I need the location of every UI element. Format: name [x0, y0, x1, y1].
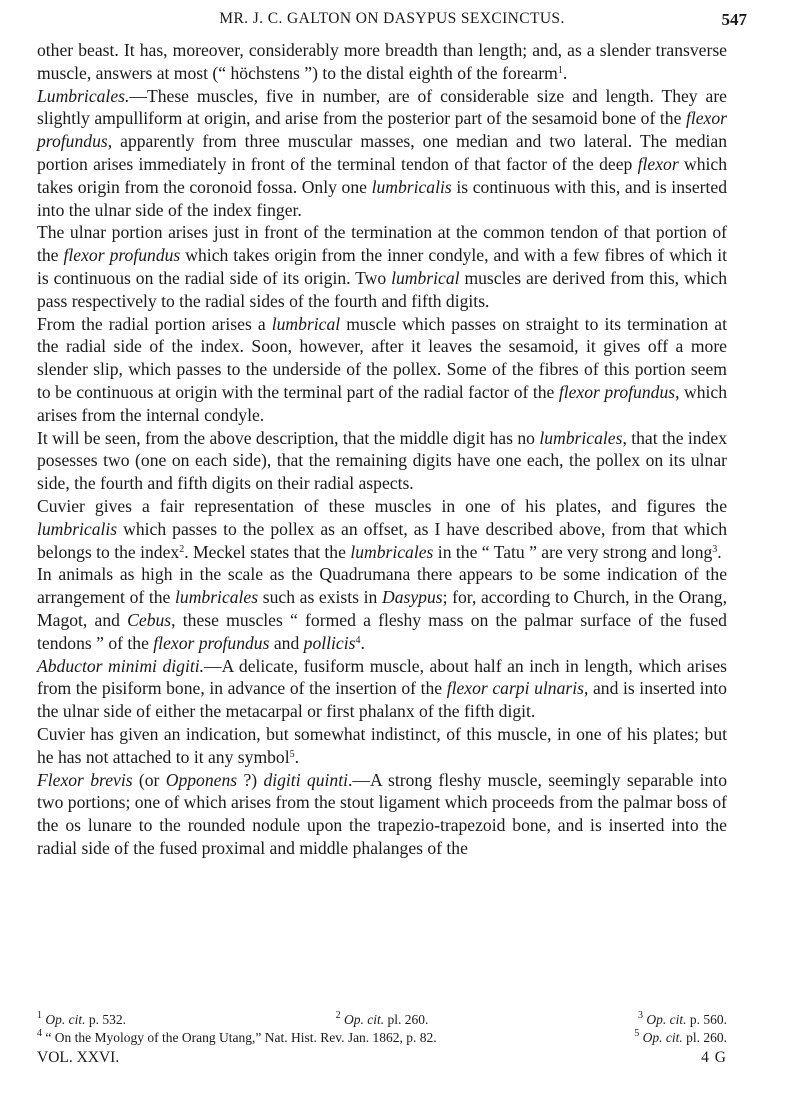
text-run: p. 532.	[85, 1012, 126, 1027]
text-run: muscles are derived from this, which pass respectively to the radial sides of the fourth and fifth digits.	[37, 267, 727, 311]
italic-term: lumbrical	[391, 267, 460, 288]
italic-term: flexor profundus	[153, 632, 270, 653]
italic-term: Abductor minimi digiti.	[37, 655, 205, 676]
italic-term: Op. cit.	[646, 1012, 687, 1027]
text-run: is continuous with this, and is inserted into the ulnar side of the index finger.	[37, 176, 727, 220]
text-run: (or	[132, 769, 166, 790]
text-run: —A delicate, fusiform muscle, about half an inch in length, which arises from the pisiform bone, in advance of the insertion of the	[37, 655, 727, 699]
paragraph	[37, 313, 727, 427]
text-run: .	[562, 62, 568, 83]
italic-term: lumbrical	[271, 313, 341, 334]
text-run: in the “ Tatu ” are very strong and long	[433, 541, 713, 562]
footnote-marker: 3	[712, 543, 718, 555]
italic-term: flexor profundus	[37, 108, 727, 152]
text-run: —These muscles, five in number, are of considerable size and length. They are slightly ampulliform at origin, and arise from the posterior part of the sesamoid bone of the	[37, 85, 727, 129]
text-run: which takes origin from the coronoid fossa. Only one	[37, 153, 727, 197]
footnote	[336, 1011, 429, 1029]
text-run: other beast. It has, moreover, considerably more breadth than length; and, as a slender transverse muscle, answers at most (“ höchstens ”) to the distal eighth of the forearm	[37, 40, 727, 83]
text-run: , which arises from the internal condyle.	[37, 381, 727, 425]
text-run: ?)	[237, 769, 264, 790]
footnote-marker: 5	[289, 748, 295, 760]
footnote-marker: 2	[335, 1010, 341, 1021]
text-run: pl. 260.	[384, 1012, 429, 1027]
italic-term: lumbricales	[175, 587, 259, 608]
text-run: .	[360, 632, 365, 653]
footnote-marker: 4	[355, 634, 361, 646]
text-run: which takes origin from the inner condyle, and with a few fibres of which it is continuous on the radial side of its origin. Two	[37, 245, 727, 288]
running-head: MR. J. C. GALTON ON DASYPUS SEXCINCTUS.	[219, 10, 565, 27]
footnote-marker: 1	[557, 64, 563, 76]
paragraph	[37, 563, 727, 654]
text-run: .	[294, 746, 300, 767]
text-run: , that the index posesses two (one on each side), that the remaining digits have one each, the pollex on its ulnar side, the fourth and fifth digits on their radial aspects.	[37, 427, 728, 494]
page-footer	[37, 1049, 727, 1067]
text-run: In animals as high in the scale as the Quadrumana there appears to be some indication of the arrangement of the	[37, 564, 727, 608]
paragraph	[37, 769, 727, 860]
footnote	[37, 1011, 126, 1029]
footnote-marker: 5	[634, 1028, 640, 1039]
text-run: From the radial portion arises a	[37, 313, 272, 334]
paragraph	[37, 221, 727, 312]
text-run: muscle which passes on straight to its termination at the radial side of the index. Soon, however, after it leaves the sesamoid, it gives off a more slender slip, which passes to the underside of the pollex. Some of the fibres of this portion seem to be continuous at origin with the terminal part of the radial factor of the	[37, 313, 728, 402]
italic-term: lumbricalis	[37, 518, 118, 539]
text-run: Cuvier gives a fair representation of these muscles in one of his plates, and figures the	[37, 495, 727, 516]
italic-term: Opponens	[165, 769, 238, 790]
text-run: ; for, according to Church, in the Orang, Magot, and	[37, 587, 728, 630]
text-run: “ On the Myology of the Orang Utang,” Nat. Hist. Rev. Jan. 1862, p. 82.	[42, 1030, 437, 1045]
footnote-row	[37, 1029, 727, 1047]
footnote-row	[37, 1011, 727, 1029]
italic-term: Op. cit.	[343, 1012, 385, 1027]
text-run: .	[717, 541, 722, 562]
text-run: It will be seen, from the above description, that the middle digit has no	[37, 427, 540, 448]
text-run: pl. 260.	[682, 1030, 727, 1045]
text-run: Cuvier has given an indication, but somewhat indistinct, of this muscle, in one of his plates; but he has not attached to it any symbol	[37, 723, 727, 767]
text-run: , these muscles “ formed a fleshy mass on the palmar surface of the fused tendons ” of the	[37, 609, 727, 653]
text-run: . Meckel states that the	[184, 541, 351, 562]
volume-label: VOL. XXVI.	[37, 1049, 120, 1066]
italic-term: digiti quinti	[263, 769, 348, 790]
paragraph	[37, 655, 727, 723]
italic-term: Dasypus	[382, 587, 443, 608]
paragraph	[37, 85, 727, 222]
page-header	[37, 10, 747, 34]
footnote-marker: 4	[37, 1028, 42, 1039]
italic-term: lumbricalis	[371, 176, 452, 197]
text-run: and	[269, 632, 304, 653]
italic-term: flexor	[637, 153, 679, 174]
text-run: , apparently from three muscular masses, one median and two lateral. The median portion arises immediately in front of the terminal tendon of that factor of the deep	[37, 131, 727, 174]
italic-term: lumbricales	[539, 427, 623, 448]
footnote	[638, 1011, 727, 1029]
italic-term: Lumbricales.	[37, 85, 130, 106]
italic-term: pollicis	[303, 632, 356, 653]
footnote-marker: 3	[637, 1010, 643, 1021]
paragraph	[37, 39, 727, 85]
italic-term: Cebus	[127, 609, 172, 630]
italic-term: Op. cit.	[45, 1012, 86, 1027]
paragraph	[37, 723, 727, 769]
paragraph	[37, 427, 727, 495]
italic-term: flexor profundus	[63, 245, 181, 266]
signature-mark: 4 G	[701, 1049, 727, 1066]
footnote-marker: 1	[37, 1010, 42, 1021]
footnote	[37, 1029, 437, 1047]
page-number: 547	[721, 10, 747, 29]
italic-term: lumbricales	[350, 541, 434, 562]
text-run: .—A strong fleshy muscle, seemingly separable into two portions; one of which arises from the stout ligament which proceeds from the palmar boss of the os lunare to the rounded nodule upon the trapezio-trapezoid bone, and is inserted into the radial side of the fused proximal and middle phalanges of the	[37, 769, 727, 858]
footnote	[634, 1029, 727, 1047]
text-run: such as exists in	[258, 587, 382, 608]
italic-term: Flexor brevis	[37, 769, 133, 790]
text-run: , and is inserted into the ulnar side of either the metacarpal or first phalanx of the fifth digit.	[37, 678, 727, 722]
text-run: which passes to the pollex as an offset, as I have described above, from that which belongs to the index	[37, 518, 727, 562]
footnotes	[37, 1011, 727, 1047]
text-run: The ulnar portion arises just in front of the termination at the common tendon of that portion of the	[37, 222, 727, 266]
text-run: p. 560.	[686, 1012, 727, 1027]
italic-term: Op. cit.	[642, 1030, 683, 1045]
italic-term: flexor profundus	[558, 381, 676, 402]
italic-term: flexor carpi ulnaris	[446, 678, 584, 699]
paragraph	[37, 495, 727, 563]
footnote-marker: 2	[179, 543, 185, 555]
body-text	[37, 39, 727, 860]
